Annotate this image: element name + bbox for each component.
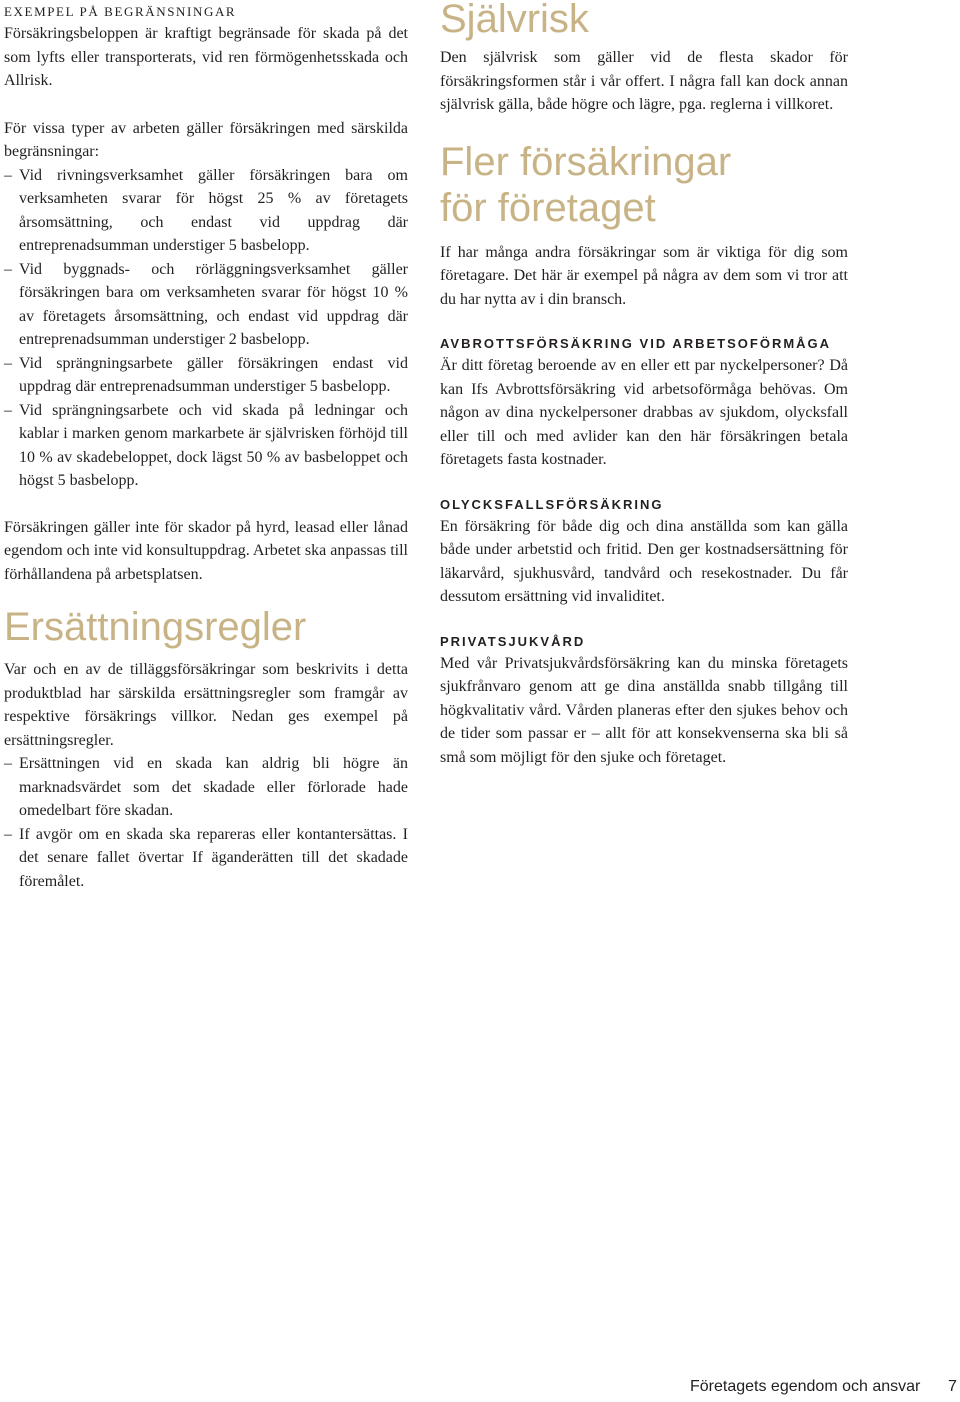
footer-title: Företagets egendom och ansvar [690, 1378, 921, 1395]
left-column [4, 0, 408, 893]
avbrott-paragraph: Är ditt företag beroende av en eller ett par nyckelpersoner? Då kan Ifs Avbrottsförsäkring vid arbetsoförmåga behövas. Om någon av dina nyckelpersoner drabbas av sjukdom, olycksfall eller till och med avlider kan den här försäkringen betala företagets fasta kostnader. [440, 357, 848, 468]
deductible-paragraph: Den självrisk som gäller vid de flesta skador för försäkringsformen står i vår offert. I några fall kan dock annan självrisk gälla, både högre och lägre, pga. reglerna i villkoret. [440, 49, 848, 113]
heading-ersattningsregler: Ersättningsregler [4, 605, 307, 649]
restrictions-intro: För vissa typer av arbeten gäller försäkringen med särskilda begränsningar: [4, 119, 408, 160]
list-item: – Vid byggnads- och rörläggningsverksamhet gäller försäkringen bara om verksamheten svarar för högst 10 % av företagets årsomsättning, och endast vid uppdrag där entreprenadsumman understiger 2 basbelopp. [4, 258, 408, 352]
section-kicker: EXEMPEL PÅ BEGRÄNSNINGAR [4, 4, 237, 19]
subheading-olycksfall: OLYCKSFALLSFÖRSÄKRING [440, 496, 664, 512]
subheading-avbrott: AVBROTTSFÖRSÄKRING VID ARBETSOFÖRMÅGA [440, 336, 832, 351]
subheading-privatsjukvard: PRIVATSJUKVÅRD [440, 633, 586, 649]
list-item: – Vid sprängningsarbete och vid skada på ledningar och kablar i marken genom markarbete är självrisken förhöjd till 10 % av skadebeloppet, dock lägst 50 % av basbeloppet och högst 5 basbelopp. [4, 399, 408, 493]
heading-line: Fler försäkringar [440, 139, 732, 184]
olycksfall-paragraph: En försäkring för både dig och dina anställda som kan gälla både under arbetstid och fritid. Den ger kostnadsersättning för läkarvård, sjukhusvård, tandvård och resekostnader. Du får dessutom ersättning vid invaliditet. [440, 517, 848, 605]
more-insurance-paragraph: If har många andra försäkringar som är viktiga för dig som företagare. Det här är exempel på några av dem som vi tror att du har nytta av i din bransch. [440, 243, 848, 308]
intro-paragraph: Försäkringsbeloppen är kraftigt begränsade för skada på det som lyfts eller transporterats, vid ren förmögenhetsskada och Allrisk. [4, 25, 408, 89]
page-number: 7 [948, 1378, 957, 1395]
heading-fler-forsakringar [440, 139, 848, 231]
heading-line: för företaget [440, 185, 656, 230]
restrictions-list [4, 164, 408, 493]
list-item: – Vid rivningsverksamhet gäller försäkringen bara om verksamheten svarar för högst 25 % av företagets årsomsättning, och endast vid uppdrag där entreprenadsumman understiger 5 basbelopp. [4, 164, 408, 258]
compensation-list [4, 752, 408, 893]
compensation-paragraph: Var och en av de tilläggsförsäkringar som beskrivits i detta produktblad har särskilda ersättningsregler som framgår av respektive försäkrings villkor. Nedan ges exempel på ersättningsregler. [4, 661, 408, 749]
heading-sjalvrisk: Självrisk [440, 0, 589, 41]
privatsjukvard-paragraph: Med vår Privatsjukvårdsförsäkring kan du minska företagets sjukfrånvaro genom att ge dina anställda snabb tillgång till högkvalitativ vård. Vården planeras efter den sjukes behov och de tider som passar er – allt för att konsekvenserna ska bli så små som möjligt för den sjuke och företaget. [440, 654, 848, 766]
list-item: – Ersättningen vid en skada kan aldrig bli högre än marknadsvärdet som det skadade eller förlorade hade omedelbart före skadan. [4, 752, 408, 823]
list-item: – Vid sprängningsarbete gäller försäkringen endast vid uppdrag där entreprenadsumman understiger 5 basbelopp. [4, 352, 408, 399]
right-column [440, 0, 848, 769]
exclusions-paragraph: Försäkringen gäller inte för skador på hyrd, leasad eller lånad egendom och inte vid konsultuppdrag. Arbetet ska anpassas till förhållandena på arbetsplatsen. [4, 518, 408, 583]
list-item: – If avgör om en skada ska repareras eller kontantersättas. I det senare fallet övertar If äganderätten till det skadade föremålet. [4, 823, 408, 894]
